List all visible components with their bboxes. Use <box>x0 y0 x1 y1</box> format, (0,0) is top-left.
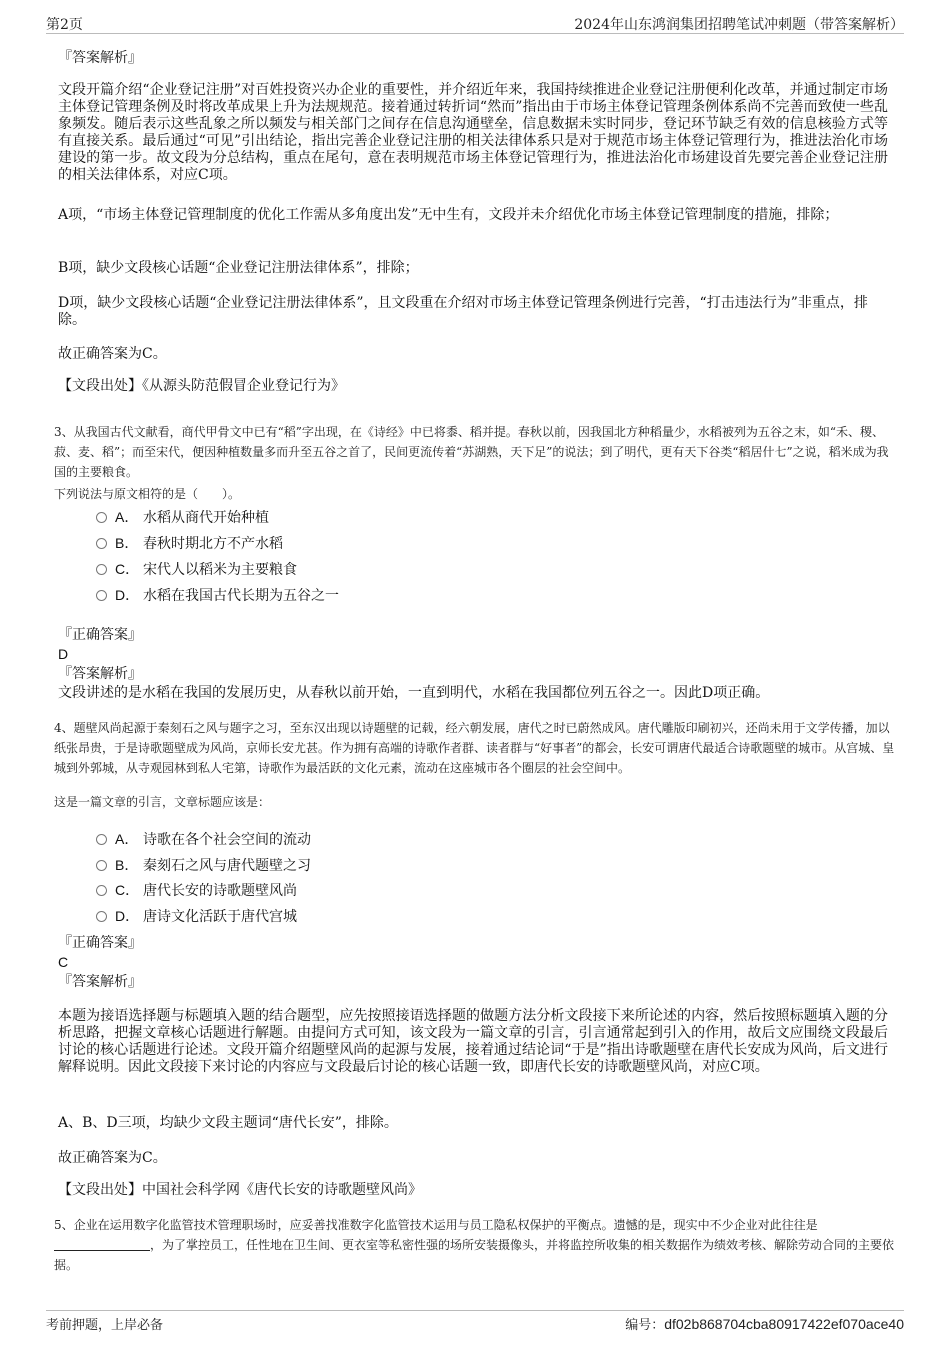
q4-option-d[interactable]: D． 唐诗文化活跃于唐代宫城 <box>96 907 297 926</box>
q2-analysis-text: 文段开篇介绍“企业登记注册”对百姓投资兴办企业的重要性，并介绍近年来，我国持续推进企业登记注册便利化改革，并通过制定市场主体登记管理条例及时将改革成果上升为法规规范。接着通过转折词“然而”指出由于市场主体登记管理条例体系尚不完善而致使一些乱象频发。随后表示这些乱象之所以频发与相关部门之间存在信息沟通壁垒，信息数据未实时同步，登记环节缺乏有效的信息核验方式等有直接关系。最后通过“可见”引出结论，指出完善企业登记注册的相关法律体系只是对于规范市场主体登记管理行为，推进法治化市场建设的第一步。故文段为分总结构，重点在尾句，意在表明规范市场主体登记管理行为，推进法治化市场建设首先要完善企业登记注册的相关法律体系，对应C项。 <box>58 82 888 183</box>
q4-analysis-items: A、B、D三项，均缺少文段主题词“唐代长安”，排除。 <box>58 1115 398 1131</box>
q4-question: 这是一篇文章的引言，文章标题应该是： <box>54 795 271 809</box>
radio-icon[interactable] <box>96 538 107 549</box>
q4-option-a[interactable]: A． 诗歌在各个社会空间的流动 <box>96 830 311 849</box>
radio-icon[interactable] <box>96 885 107 896</box>
q3-correct-label: 『正确答案』 <box>58 627 142 643</box>
q4-option-c[interactable]: C． 唐代长安的诗歌题壁风尚 <box>96 881 297 900</box>
q2-conclusion: 故正确答案为C。 <box>58 346 167 362</box>
q4-option-b[interactable]: B． 秦刻石之风与唐代题壁之习 <box>96 856 311 875</box>
q2-source: 【文段出处】《从源头防范假冒企业登记行为》 <box>58 378 345 394</box>
footer-slogan: 考前押题，上岸必备 <box>46 1318 164 1333</box>
q3-option-a[interactable]: A． 水稻从商代开始种植 <box>96 508 269 527</box>
radio-icon[interactable] <box>96 834 107 845</box>
page-number: 第2页 <box>46 17 83 33</box>
q2-analysis-item-b: B项，缺少文段核心话题“企业登记注册法律体系”，排除； <box>58 260 419 276</box>
q3-stem: 3、从我国古代文献看，商代甲骨文中已有“稻”字出现，在《诗经》中已将黍、稻并提。春秋以前，因我国北方种稻量少，水稻被列为五谷之末，如“禾、稷、菽、麦、稻”；而至宋代，便因种植数量多而升至五谷之首了，民间更流传着“苏湖熟，天下足”的说法；到了明代，更有天下谷类“稻居什七”之说，稻米成为我国的主要粮食。 <box>54 425 889 479</box>
q4-analysis-label: 『答案解析』 <box>58 974 142 990</box>
footer-divider <box>46 1310 904 1311</box>
radio-icon[interactable] <box>96 860 107 871</box>
q4-stem: 4、题壁风尚起源于秦刻石之风与题字之习，至东汉出现以诗题壁的记载，经六朝发展，唐代之时已蔚然成风。唐代雕版印刷初兴，还尚未用于文学传播，加以纸张昂贵，于是诗歌题壁成为风尚，京师长安尤甚。作为拥有高端的诗歌作者群、读者群与“好事者”的都会，长安可谓唐代最适合诗歌题壁的城市。从宫城、皇城到外郭城，从寺观园林到私人宅第，诗歌作为最活跃的文化元素，流动在这座城市各个圈层的社会空间中。 <box>54 721 895 775</box>
document-code: 编号：df02b868704cba80917422ef070ace40 <box>625 1316 904 1333</box>
q3-question: 下列说法与原文相符的是（ ）。 <box>54 487 241 501</box>
radio-icon[interactable] <box>96 911 107 922</box>
q2-analysis-item-d: D项，缺少文段核心话题“企业登记注册法律体系”，且文段重在介绍对市场主体登记管理条例进行完善，“打击违法行为”非重点，排除。 <box>58 295 868 328</box>
q3-option-b[interactable]: B． 春秋时期北方不产水稻 <box>96 534 283 553</box>
q5-stem: 5、企业在运用数字化监管技术管理职场时，应妥善找准数字化监管技术运用与员工隐私权保护的平衡点。遗憾的是，现实中不少企业对此往往是 ，为了掌控员工，任性地在卫生间、更衣室等私密性强的场所安装摄像头，并将监控所收集的相关数据作为绩效考核、解除劳动合同的主要依据。 <box>54 1218 895 1272</box>
fill-blank[interactable] <box>54 1238 150 1251</box>
q2-analysis-item-a: A项，“市场主体登记管理制度的优化工作需从多角度出发”无中生有，文段并未介绍优化市场主体登记管理制度的措施，排除； <box>58 207 839 223</box>
q2-analysis-label: 『答案解析』 <box>58 50 142 66</box>
radio-icon[interactable] <box>96 564 107 575</box>
q4-conclusion: 故正确答案为C。 <box>58 1150 167 1166</box>
q3-option-c[interactable]: C． 宋代人以稻米为主要粮食 <box>96 560 297 579</box>
header-divider <box>46 33 904 34</box>
q4-correct-answer: C <box>58 954 69 970</box>
q3-analysis-text: 文段讲述的是水稻在我国的发展历史，从春秋以前开始，一直到明代，水稻在我国都位列五谷之一。因此D项正确。 <box>58 685 770 701</box>
q4-source: 【文段出处】中国社会科学网《唐代长安的诗歌题壁风尚》 <box>58 1182 422 1198</box>
q3-correct-answer: D <box>58 646 69 662</box>
q3-option-d[interactable]: D． 水稻在我国古代长期为五谷之一 <box>96 586 339 605</box>
document-title: 2024年山东鸿润集团招聘笔试冲刺题（带答案解析） <box>574 17 904 33</box>
radio-icon[interactable] <box>96 512 107 523</box>
q4-analysis-text: 本题为接语选择题与标题填入题的结合题型，应先按照接语选择题的做题方法分析文段接下来所论述的内容，然后按照标题填入题的分析思路，把握文章核心话题进行解题。由提问方式可知，该文段为一篇文章的引言，引言通常起到引入的作用，故后文应围绕文段最后讨论的核心话题进行论述。文段开篇介绍题壁风尚的起源与发展，接着通过结论词“于是”指出诗歌题壁在唐代长安成为风尚，后文进行解释说明。因此文段接下来讨论的内容应与文段最后讨论的核心话题一致，即唐代长安的诗歌题壁风尚，对应C项。 <box>58 1008 888 1075</box>
radio-icon[interactable] <box>96 590 107 601</box>
q4-correct-label: 『正确答案』 <box>58 935 142 951</box>
q3-analysis-label: 『答案解析』 <box>58 666 142 682</box>
